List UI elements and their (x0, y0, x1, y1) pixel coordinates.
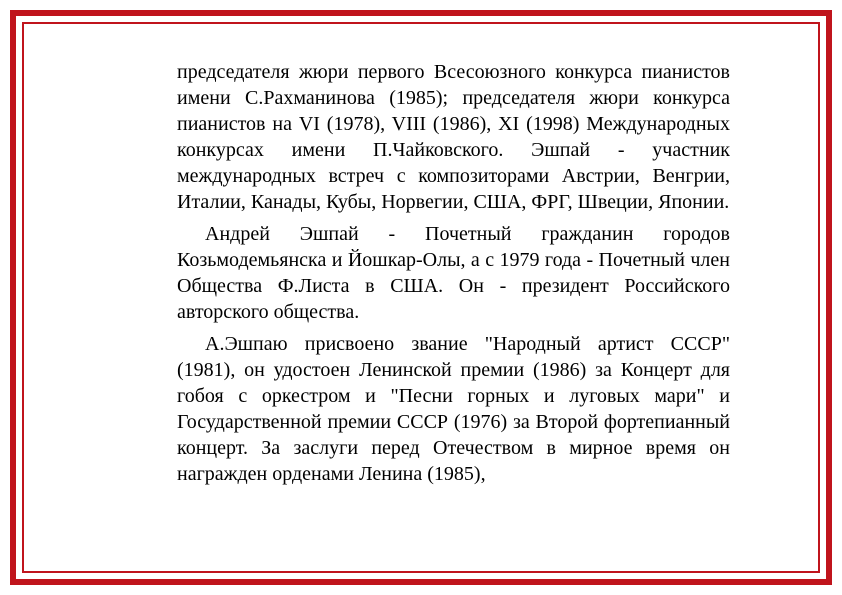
paragraph-1: председателя жюри первого Всесоюзного конкурса пианистов имени С.Рахманинова (1985); председателя жюри конкурса пианистов на VI (1978), VIII (1986), XI (1998) Международных конкурсах имени П.Чайковского. Эшпай - участник международных встреч с композиторами Австрии, Венгрии, Италии, Канады, Кубы, Норвегии, США, ФРГ, Швеции, Японии. (177, 61, 730, 213)
paragraph-2: Андрей Эшпай - Почетный гражданин городов Козьмодемьянска и Йошкар-Олы, а с 1979 года - Почетный член Общества Ф.Листа в США. Он - президент Российского авторского общества. (177, 223, 730, 323)
paragraph-3: А.Эшпаю присвоено звание "Народный артист СССР" (1981), он удостоен Ленинской премии (1986) за Концерт для гобоя с оркестром и "Песни горных и луговых мари" и Государственной премии СССР (1976) за Второй фортепианный концерт. За заслуги перед Отечеством в мирное время он награжден орденами Ленина (1985), (177, 333, 730, 485)
document-text (177, 59, 730, 487)
